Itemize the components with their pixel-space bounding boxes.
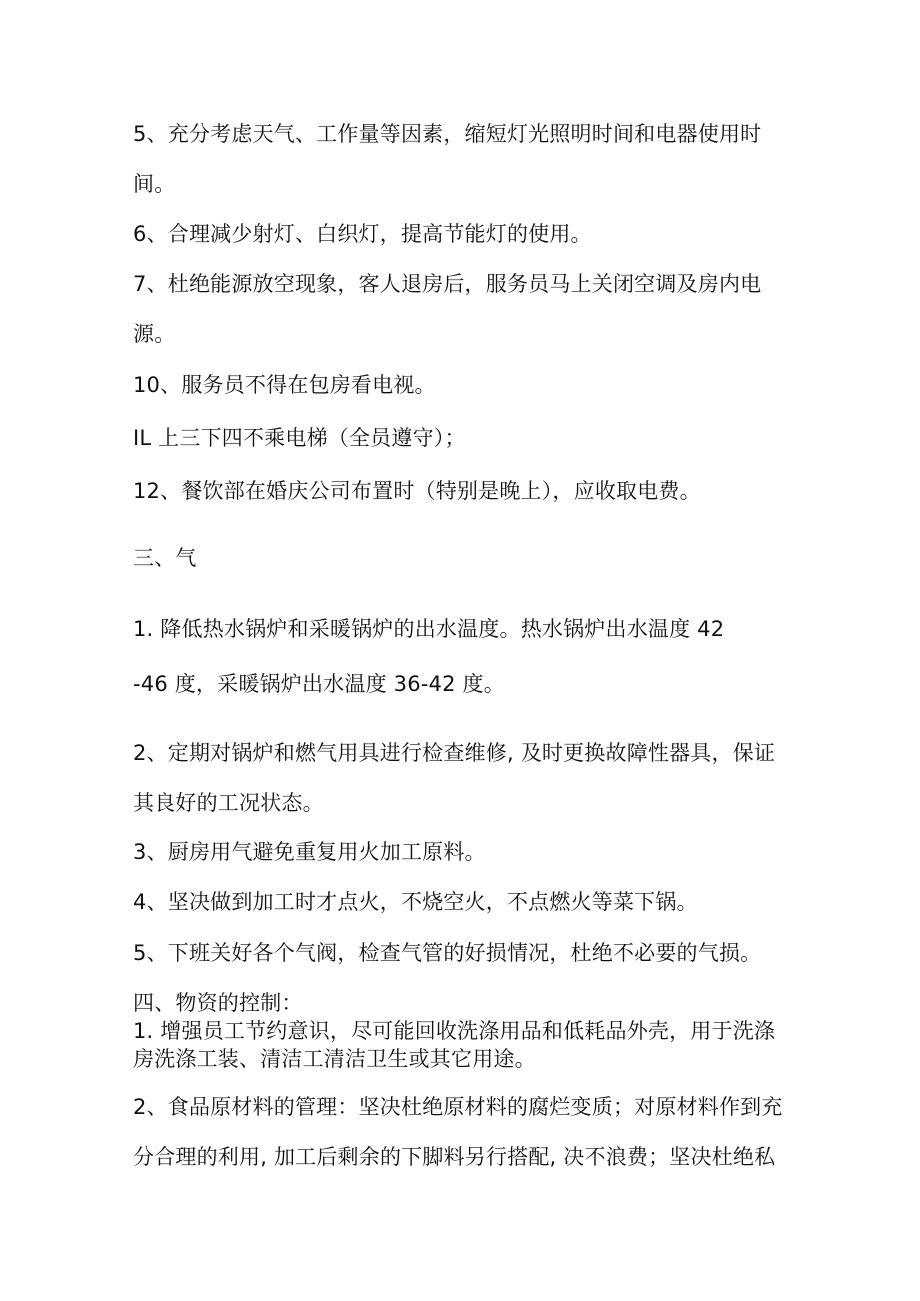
text-line-13: 其良好的工况状态。 <box>133 791 324 815</box>
text-line-1: 5、充分考虑天气、工作量等因素，缩短灯光照明时间和电器使用时 <box>133 122 762 146</box>
text-line-12: 2、定期对锅炉和燃气用具进行检查维修, 及时更换故障性器具，保证 <box>133 741 776 765</box>
text-line-3: 6、合理减少射灯、白织灯，提高节能灯的使用。 <box>133 222 592 246</box>
text-line-21: 分合理的利用, 加工后剩余的下脚料另行搭配, 决不浪费；坚决杜绝私 <box>133 1145 776 1169</box>
text-line-2: 间。 <box>133 172 176 196</box>
text-line-6: 10、服务员不得在包房看电视。 <box>133 373 436 397</box>
text-line-4: 7、杜绝能源放空现象，客人退房后，服务员马上关闭空调及房内电 <box>133 272 762 296</box>
text-line-8: 12、餐饮部在婚庆公司布置时（特别是晚上），应收取电费。 <box>133 479 701 503</box>
text-line-11: -46 度，采暖锅炉出水温度 36-42 度。 <box>133 672 505 696</box>
text-line-10: 1. 降低热水锅炉和采暖锅炉的出水温度。热水锅炉出水温度 42 <box>133 617 725 641</box>
text-line-20: 2、食品原材料的管理：坚决杜绝原材料的腐烂变质；对原材料作到充 <box>133 1095 783 1119</box>
text-line-16: 5、下班关好各个气阀，检查气管的好损情况，杜绝不必要的气损。 <box>133 941 762 965</box>
section-heading-materials: 四、物资的控制： <box>133 991 303 1015</box>
section-heading-gas: 三、气 <box>133 546 197 570</box>
text-line-19: 房洗涤工装、清洁工清洁卫生或其它用途。 <box>133 1047 536 1071</box>
text-line-5: 源。 <box>133 322 176 346</box>
text-line-18: 1. 增强员工节约意识，尽可能回收洗涤用品和低耗品外壳，用于洗涤 <box>133 1019 776 1043</box>
text-line-7: IL 上三下四不乘电梯（全员遵守）； <box>133 426 466 450</box>
text-line-14: 3、厨房用气避免重复用火加工原料。 <box>133 840 486 864</box>
text-line-15: 4、坚决做到加工时才点火，不烧空火，不点燃火等菜下锅。 <box>133 890 698 914</box>
